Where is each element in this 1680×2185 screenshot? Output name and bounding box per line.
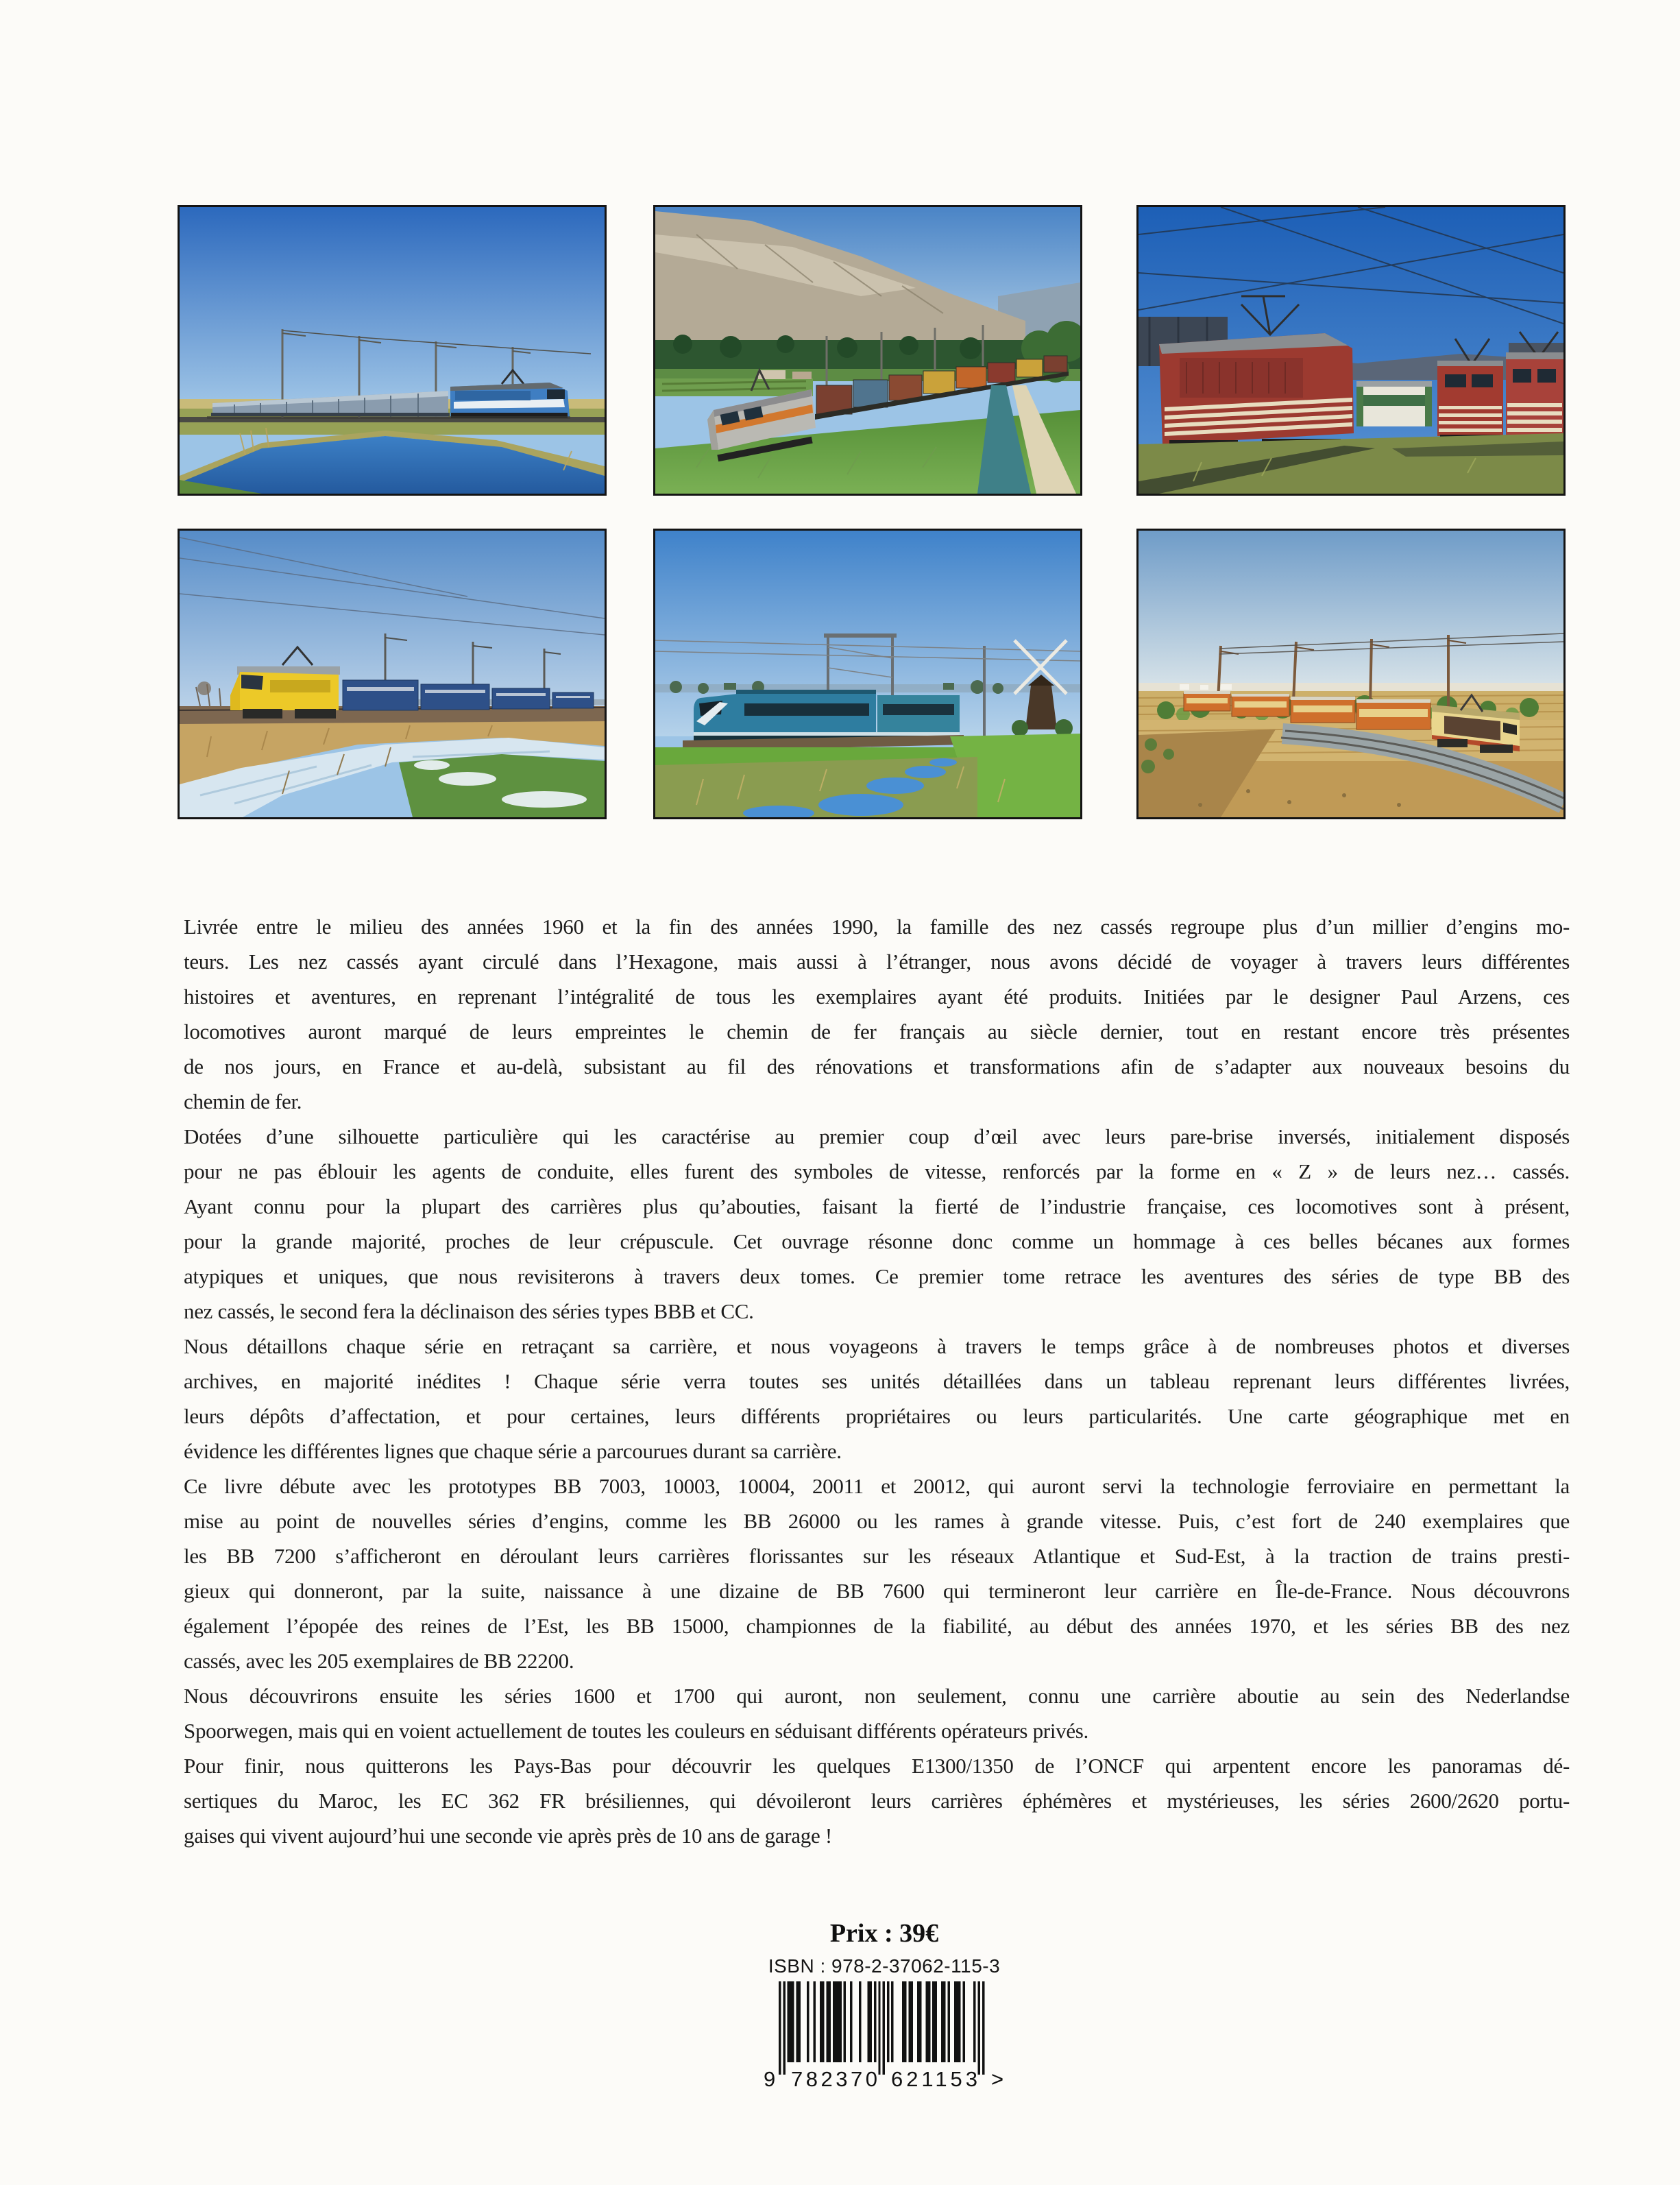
body-text-line: Ce livre débute avec les prototypes BB 7003, 10003, 10004, 20011 et 20012, qui auront servi la technologie ferroviaire en permettant la <box>184 1474 1570 1498</box>
photo-teal-train-windmill-image <box>655 531 1080 817</box>
body-text-line: atypiques et uniques, que nous revisiterons à travers deux tomes. Ce premier tome retrace les aventures des séries de type BB des <box>184 1264 1570 1288</box>
photo-yellow-loco-winter-image <box>180 531 605 817</box>
body-text-line: gaises qui vivent aujourd’hui une seconde vie après près de 10 ans de garage ! <box>184 1824 832 1848</box>
body-text-line: pour la grande majorité, proches de leur crépuscule. Cet ouvrage résonne donc comme un hommage à ces belles bécanes aux formes <box>184 1229 1570 1253</box>
body-text-line: Pour finir, nous quitterons les Pays-Bas pour découvrir les quelques E1300/1350 de l’ONCF qui arpentent encore les panoramas dé- <box>184 1754 1570 1778</box>
body-text-line: chemin de fer. <box>184 1089 302 1113</box>
barcode-digit-first: 9 <box>764 2067 776 2090</box>
photo-red-locomotives-depot-image <box>1139 207 1563 494</box>
barcode-trailing-char: > <box>991 2067 1004 2090</box>
body-text-line: leurs dépôts d’affectation, et pour certaines, leurs différents propriétaires ou leurs particularités. Une carte géographique met en <box>184 1404 1570 1428</box>
body-text-line: de nos jours, en France et au-delà, subsistant au fil des rénovations et transformations afin de s’adapter aux nouveaux besoins du <box>184 1054 1570 1078</box>
photo-teal-train-windmill <box>653 529 1082 819</box>
body-text-line: Spoorwegen, mais qui en voient actuellement de toutes les couleurs en séduisant différents opérateurs privés. <box>184 1719 1089 1743</box>
photo-desert-train-morocco-image <box>1139 531 1563 817</box>
body-text-line: Nous découvrirons ensuite les séries 1600 et 1700 qui auront, non seulement, connu une carrière aboutie au sein des Nederlandse <box>184 1684 1570 1708</box>
price-label: Prix : 39€ <box>829 1919 939 1948</box>
photo-blue-freight-canal-image <box>180 207 605 494</box>
photo-container-train-cliff-image <box>655 207 1080 494</box>
body-text-line: également l’épopée des reines de l’Est, les BB 15000, championnes de la fiabilité, au début des années 1970, et les séries BB des nez <box>184 1614 1570 1638</box>
barcode-digits-left: 782370 <box>791 2067 877 2090</box>
body-text-line: teurs. Les nez cassés ayant circulé dans l’Hexagone, mais aussi à l’étranger, nous avons décidé de voyager à travers leurs différentes <box>184 950 1570 974</box>
barcode-group <box>761 1955 1008 2090</box>
photo-blue-freight-canal <box>178 205 607 496</box>
body-text-line: évidence les différentes lignes que chaque série a parcourues durant sa carrière. <box>184 1439 842 1463</box>
barcode <box>764 1980 1005 2090</box>
body-text-line: Dotées d’une silhouette particulière qui les caractérise au premier coup d’œil avec leurs pare-brise inversés, initialement disposés <box>184 1124 1570 1148</box>
body-text-line: les BB 7200 s’afficheront en déroulant leurs carrières florissantes sur les réseaux Atlantique et Sud-Est, à la traction de trains presti- <box>184 1544 1570 1568</box>
photo-desert-train-morocco <box>1136 529 1566 819</box>
barcode-digits-right: 621153 <box>891 2067 977 2090</box>
body-text-line: gieux qui donneront, par la suite, naissance à une dizaine de BB 7600 qui termineront leur carrière en Île-de-France. Nous découvrons <box>184 1579 1570 1603</box>
body-text-line: pour ne pas éblouir les agents de conduite, elles furent des symboles de vitesse, renforcés par la forme en « Z » de leurs nez… cassés. <box>184 1159 1570 1183</box>
photo-container-train-cliff <box>653 205 1082 496</box>
body-text-line: Livrée entre le milieu des années 1960 et la fin des années 1990, la famille des nez cassés regroupe plus d’un millier d’engins mo- <box>184 915 1570 939</box>
body-text-line: cassés, avec les 205 exemplaires de BB 22200. <box>184 1649 574 1673</box>
body-text-line: mise au point de nouvelles séries d’engins, comme les BB 26000 ou les rames à grande vitesse. Puis, c’est fort de 240 exemplaires que <box>184 1509 1570 1533</box>
body-text-line: Nous détaillons chaque série en retraçant sa carrière, et nous voyageons à travers le temps grâce à de nombreuses photos et diverses <box>184 1334 1570 1358</box>
body-text-line: sertiques du Maroc, les EC 362 FR brésiliennes, qui dévoileront leurs carrières éphémères et mystérieuses, les séries 2600/2620 portu- <box>184 1789 1570 1813</box>
isbn-label: ISBN : 978-2-37062-115-3 <box>768 1955 1001 1977</box>
photo-yellow-loco-winter <box>178 529 607 819</box>
body-text <box>184 909 1570 1853</box>
body-text-line: locomotives auront marqué de leurs empreintes le chemin de fer français au siècle dernier, tout en restant encore très présentes <box>184 1019 1570 1043</box>
barcode-bars <box>779 1981 984 2075</box>
photo-red-locomotives-depot <box>1136 205 1566 496</box>
body-text-line: Ayant connu pour la plupart des carrières plus qu’abouties, faisant la fierté de l’industrie française, ces locomotives sont à présent, <box>184 1194 1570 1218</box>
body-text-line: archives, en majorité inédites ! Chaque série verra toutes ses unités détaillées dans un tableau reprenant leurs différentes livrées, <box>184 1369 1570 1393</box>
body-text-line: histoires et aventures, en reprenant l’intégralité de tous les exemplaires ayant été produits. Initiées par le designer Paul Arzens, ces <box>184 985 1570 1009</box>
body-text-line: nez cassés, le second fera la déclinaison des séries types BBB et CC. <box>184 1299 754 1323</box>
